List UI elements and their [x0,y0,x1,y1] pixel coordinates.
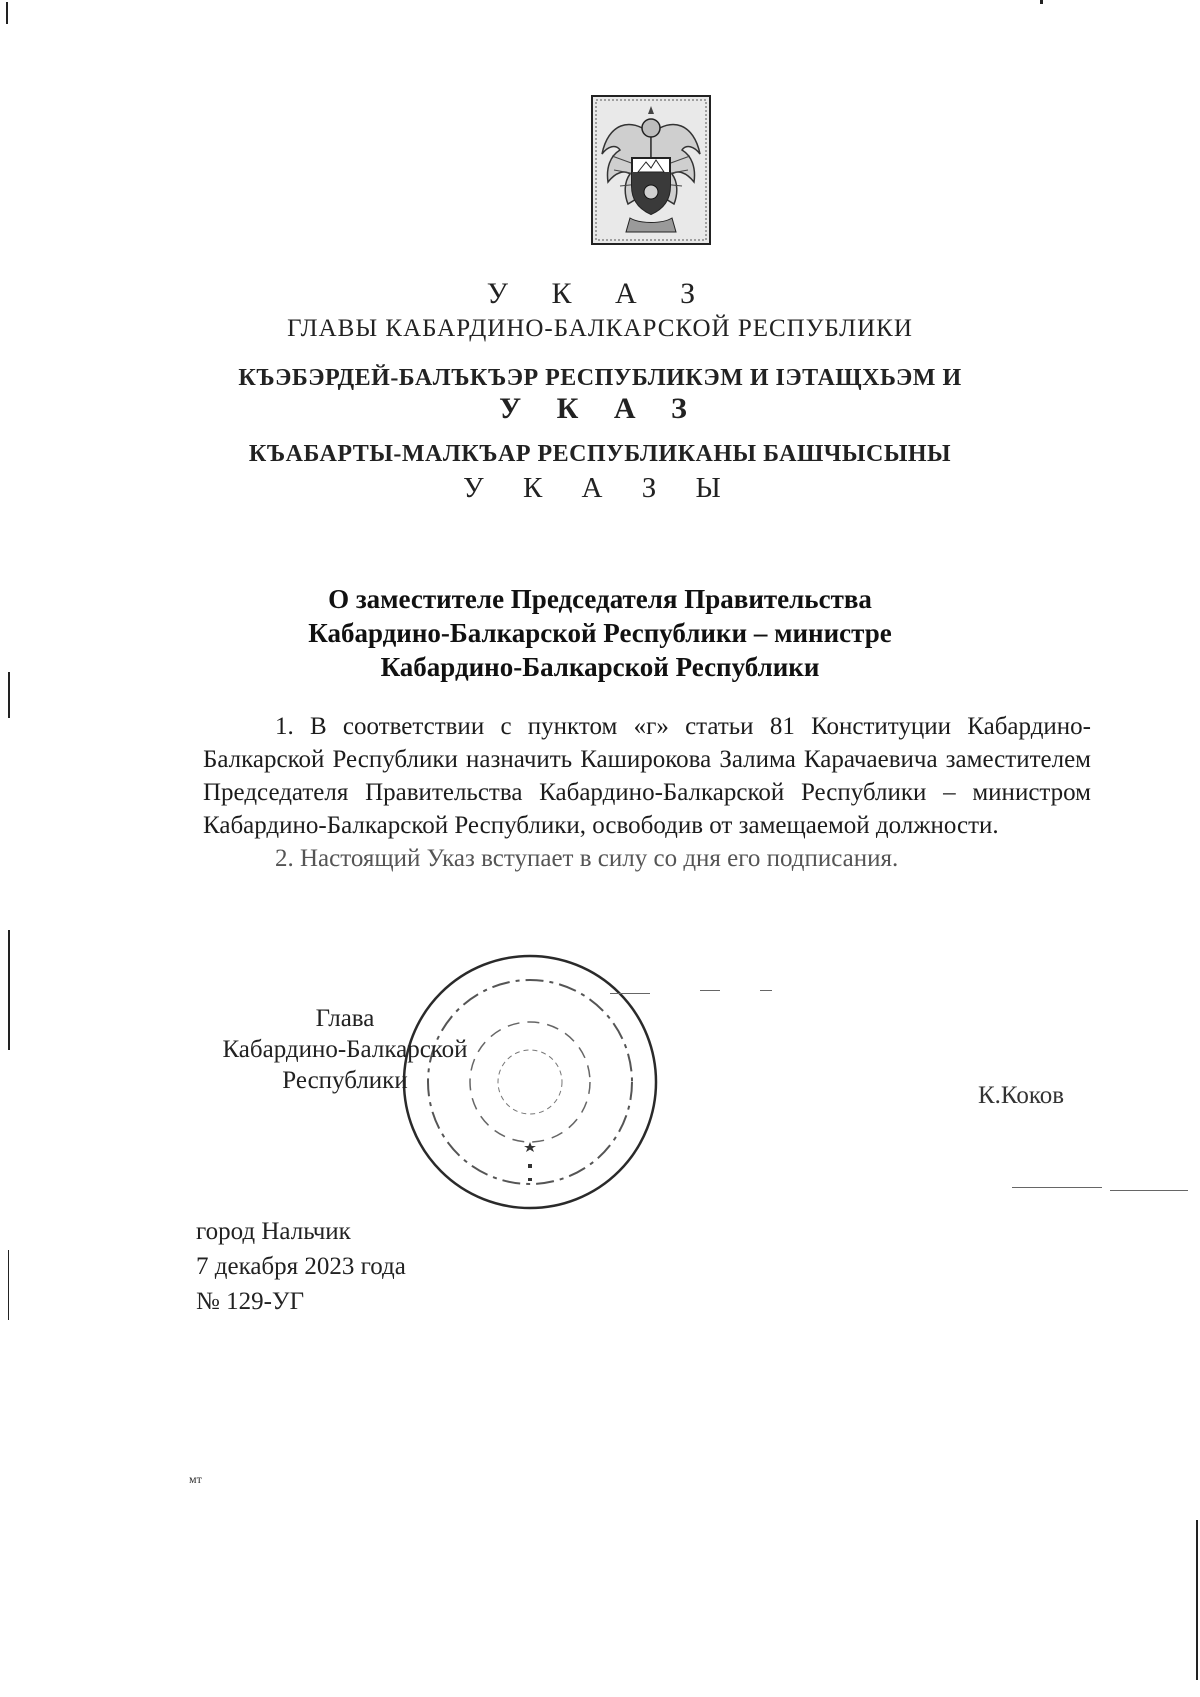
signature-stroke [610,993,650,994]
document-title [0,582,1200,684]
paragraph-2: 2. Настоящий Указ вступает в силу со дня его подписания. [275,845,899,872]
signature-stroke [1012,1187,1102,1188]
scan-artifact [1040,0,1043,4]
issue-city: город Нальчик [196,1218,351,1245]
head-title-ru: ГЛАВЫ КАБАРДИНО-БАЛКАРСКОЙ РЕСПУБЛИКИ [287,315,913,342]
paragraph-1: 1. В соответствии с пунктом «г» статьи 81 Конституции Кабардино-Балкарской Республики назначить Каширокова Залима Карачаевича заместителем Председателя Правительства Кабардино-Балкарской Республики – министром Кабардино-Балкарской Республики, освободив от замещаемой должности. [203,713,1091,839]
title-line-1: О заместителе Председателя Правительства [328,584,872,614]
document-footer [196,1214,406,1319]
signer-name: К.Коков [978,1082,1065,1109]
title-line-3: Кабардино-Балкарской Республики [380,652,820,682]
title-line-2: Кабардино-Балкарской Республики – министре [308,618,892,648]
coat-of-arms-emblem [590,94,712,246]
issue-date: 7 декабря 2023 года [196,1253,406,1280]
signature-stroke [1110,1190,1188,1191]
head-title-kbd: КЪЭБЭРДЕЙ-БАЛЪКЪЭР РЕСПУБЛИКЭМ И IЭТАЩХЬЭМ И [238,365,962,391]
signatory-line-1: Глава [315,1005,375,1032]
decree-heading-kbd: У К А З [499,392,701,425]
signature-stroke [760,990,772,991]
decree-heading-ru: У К А З [486,277,714,310]
signatory-line-2: Кабардино-Балкарской [222,1036,468,1063]
signatory-position [200,1003,490,1096]
signatory-line-3: Республики [282,1067,408,1094]
preparer-initials: мт [189,1472,202,1486]
head-title-krc: КЪАБАРТЫ-МАЛКЪАР РЕСПУБЛИКАНЫ БАШЧЫСЫНЫ [248,441,952,467]
document-body [203,710,1091,875]
scan-artifact [8,930,10,1050]
decree-number: № 129-УГ [196,1288,305,1315]
scan-artifact [6,2,8,24]
decree-heading-krc: У К А З Ы [463,472,737,504]
signature-stroke [700,990,720,991]
scan-artifact [1196,1520,1198,1680]
scan-artifact [8,1250,9,1320]
